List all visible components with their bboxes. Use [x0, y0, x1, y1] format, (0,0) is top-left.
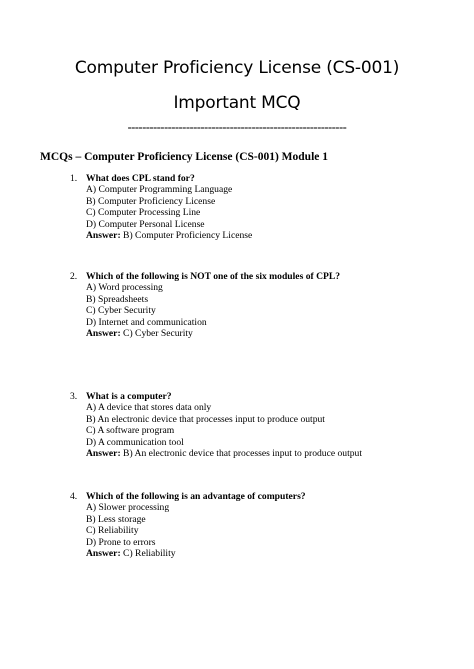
option: B) Less storage	[86, 513, 146, 525]
option: C) Cyber Security	[86, 305, 156, 317]
question-stem: Which of the following is an advantage of computers?	[86, 491, 306, 502]
option: B) Spreadsheets	[86, 293, 149, 305]
answer-text: B) Computer Proficiency License	[123, 230, 253, 242]
separator-line: ------------------------------------------------------------	[127, 120, 347, 134]
option: C) A software program	[86, 425, 175, 437]
question-2	[72, 271, 340, 339]
question-1	[72, 173, 252, 241]
question-number: 1.	[70, 173, 78, 184]
answer-label: Answer:	[86, 548, 121, 560]
option: D) Internet and communication	[86, 316, 207, 328]
section-heading: MCQs – Computer Proficiency License (CS-001) Module 1	[40, 151, 328, 163]
option: C) Reliability	[86, 525, 139, 537]
option: C) Computer Processing Line	[86, 207, 201, 219]
option: D) A communication tool	[86, 436, 184, 448]
answer-line	[86, 448, 362, 459]
answer-text: C) Reliability	[123, 548, 176, 560]
option: B) Computer Proficiency License	[86, 195, 216, 207]
question-stem: What does CPL stand for?	[86, 173, 195, 184]
answer-line	[86, 548, 306, 559]
option: A) Word processing	[86, 282, 163, 294]
document-subtitle: Important MCQ	[173, 93, 301, 113]
question-3	[72, 391, 362, 459]
question-stem: What is a computer?	[86, 391, 172, 402]
answer-text: C) Cyber Security	[123, 328, 193, 340]
option: A) Computer Programming Language	[86, 184, 233, 196]
option: B) An electronic device that processes input to produce output	[86, 413, 325, 425]
answer-label: Answer:	[86, 230, 121, 242]
answer-text: B) An electronic device that processes input to produce output	[123, 448, 363, 460]
document-title: Computer Proficiency License (CS-001)	[74, 58, 400, 78]
answer-line	[86, 230, 252, 241]
answer-line	[86, 328, 340, 339]
question-stem: Which of the following is NOT one of the six modules of CPL?	[86, 271, 341, 282]
option: D) Computer Personal License	[86, 218, 205, 230]
answer-label: Answer:	[86, 448, 121, 460]
question-4	[72, 491, 306, 559]
answer-label: Answer:	[86, 328, 121, 340]
question-number: 3.	[70, 391, 78, 402]
option: D) Prone to errors	[86, 536, 156, 548]
option: A) Slower processing	[86, 502, 170, 514]
question-number: 4.	[70, 491, 78, 502]
question-number: 2.	[70, 271, 78, 282]
option: A) A device that stores data only	[86, 402, 212, 414]
